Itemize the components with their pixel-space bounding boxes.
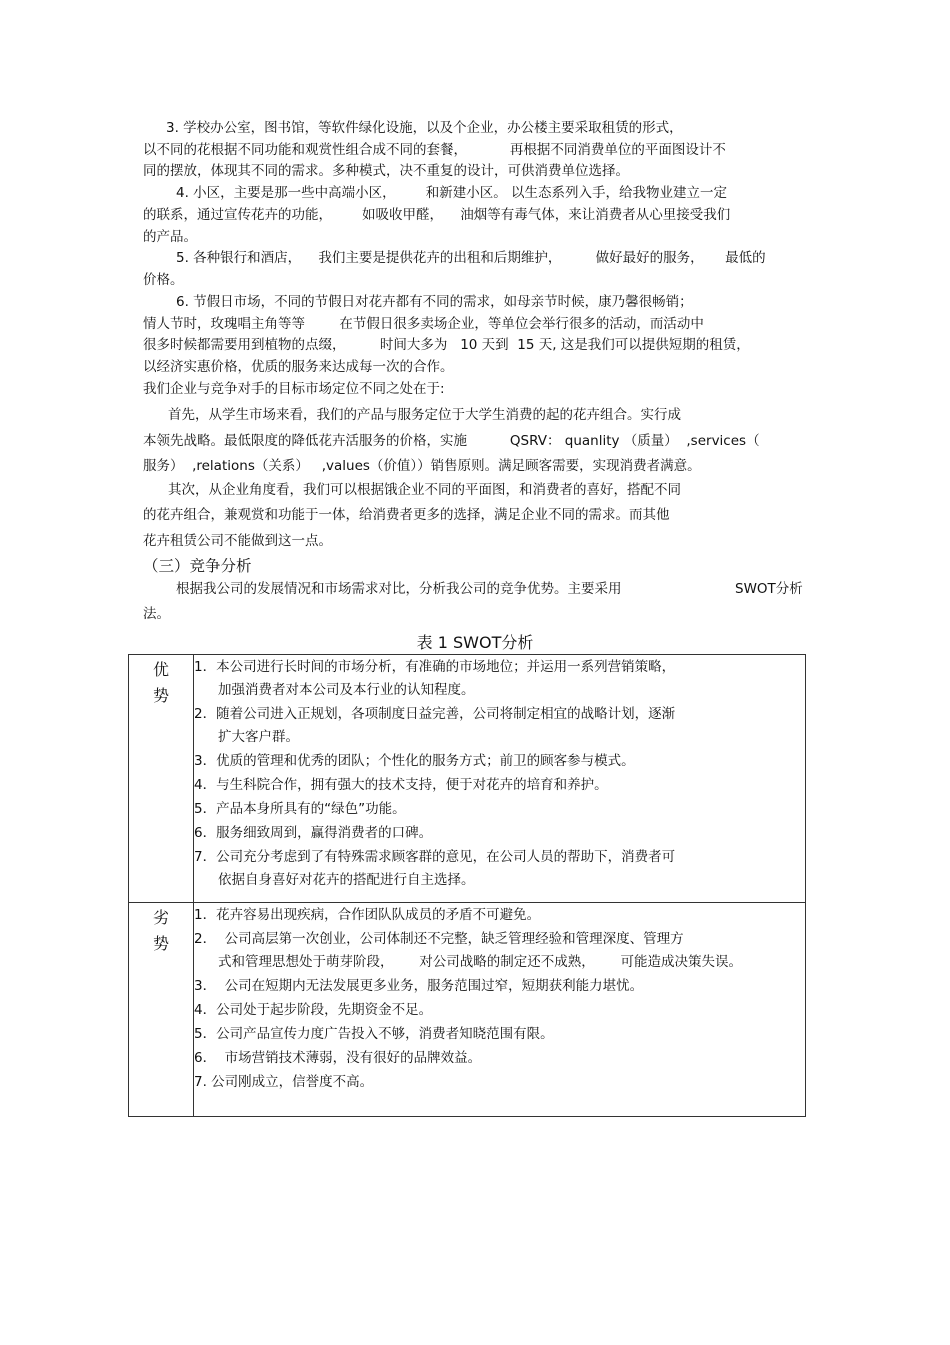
paragraph-line: 5. 各种银行和酒店， 我们主要是提供花卉的出租和后期维护， 做好最好的服务， 最低的 xyxy=(176,250,766,266)
weaknesses-label: 劣 势 xyxy=(152,908,169,953)
paragraph-line: 其次，从企业角度看，我们可以根据饿企业不同的平面图，和消费者的喜好，搭配不同 xyxy=(168,482,681,498)
strengths-list xyxy=(194,655,806,903)
swot-table xyxy=(128,654,806,1117)
list-item: 6． 市场营销技术薄弱，没有很好的品牌效益。 xyxy=(194,1050,482,1066)
strengths-label-cell xyxy=(129,655,194,903)
list-item: 4．与生科院合作，拥有强大的技术支持，便于对花卉的培育和养护。 xyxy=(194,777,608,793)
paragraph-line: 本领先战略。最低限度的降低花卉活服务的价格，实施 QSRV： quanlity （质量） ,services（ xyxy=(143,433,760,449)
paragraph-line: 首先，从学生市场来看，我们的产品与服务定位于大学生消费的起的花卉组合。实行成 xyxy=(168,407,681,423)
paragraph-line: 我们企业与竞争对手的目标市场定位不同之处在于: xyxy=(143,381,445,397)
weaknesses-list xyxy=(194,903,806,1117)
weaknesses-label-cell xyxy=(129,903,194,1117)
paragraph-line: 6. 节假日市场，不同的节假日对花卉都有不同的需求，如母亲节时候，康乃馨很畅销； xyxy=(176,294,693,310)
list-item: 1．本公司进行长时间的市场分析，有准确的市场地位；并运用一系列营销策略， xyxy=(194,659,676,675)
section-heading: （三）竞争分析 xyxy=(143,557,252,575)
list-item: 3．优质的管理和优秀的团队；个性化的服务方式；前卫的顾客参与模式。 xyxy=(194,753,635,769)
paragraph-line: 以不同的花根据不同功能和观赏性组合成不同的套餐， 再根据不同消费单位的平面图设计不 xyxy=(143,142,726,158)
paragraph-line: 以经济实惠价格，优质的服务来达成每一次的合作。 xyxy=(143,359,454,375)
list-item: 7. 公司刚成立，信誉度不高。 xyxy=(194,1074,374,1090)
list-item: 2．随着公司进入正规划，各项制度日益完善，公司将制定相宜的战略计划，逐渐 xyxy=(194,706,676,722)
paragraph-line: 4. 小区，主要是那一些中高端小区， 和新建小区。 以生态系列入手，给我物业建立一定 xyxy=(176,185,728,201)
paragraph-line: 很多时候都需要用到植物的点缀， 时间大多为 10 天到 15 天, 这是我们可以提供短期的租赁， xyxy=(143,337,750,353)
paragraph-line: 花卉租赁公司不能做到这一点。 xyxy=(143,533,332,549)
table-caption: 表 1 SWOT分析 xyxy=(416,633,534,652)
list-item-continuation: 扩大客户群。 xyxy=(218,729,299,745)
list-item: 7．公司充分考虑到了有特殊需求顾客群的意见，在公司人员的帮助下，消费者可 xyxy=(194,849,676,865)
paragraph-line: 情人节时，玫瑰唱主角等等 在节假日很多卖场企业，等单位会举行很多的活动，而活动中 xyxy=(143,316,704,332)
list-item-continuation: 式和管理思想处于萌芽阶段， 对公司战略的制定还不成熟， 可能造成决策失误。 xyxy=(218,954,742,970)
paragraph-line: 3. 学校办公室，图书馆，等软件绿化设施，以及个企业，办公楼主要采取租赁的形式， xyxy=(166,120,683,136)
paragraph-line: 同的摆放，体现其不同的需求。多种模式，决不重复的设计，可供消费单位选择。 xyxy=(143,163,629,179)
list-item: 1．花卉容易出现疾病，合作团队队成员的矛盾不可避免。 xyxy=(194,907,541,923)
list-item: 4．公司处于起步阶段，先期资金不足。 xyxy=(194,1002,433,1018)
paragraph-line: 的花卉组合，兼观赏和功能于一体，给消费者更多的选择，满足企业不同的需求。而其他 xyxy=(143,507,670,523)
table-row-weaknesses xyxy=(129,903,806,1117)
intro-line: 根据我公司的发展情况和市场需求对比，分析我公司的竞争优势。主要采用 xyxy=(176,581,622,597)
paragraph-line: 服务） ,relations（关系） ,values（价值））销售原则。满足顾客需要，实现消费者满意。 xyxy=(143,458,701,474)
list-item: 5．产品本身所具有的“绿色”功能。 xyxy=(194,801,406,817)
list-item-continuation: 依据自身喜好对花卉的搭配进行自主选择。 xyxy=(218,872,475,888)
strengths-label: 优 势 xyxy=(152,660,169,705)
paragraph-line: 的联系，通过宣传花卉的功能， 如吸收甲醛， 油烟等有毒气体，来让消费者从心里接受我们 xyxy=(143,207,731,223)
table-row-strengths xyxy=(129,655,806,903)
paragraph-line: 的产品。 xyxy=(143,229,197,245)
list-item: 3． 公司在短期内无法发展更多业务，服务范围过窄，短期获利能力堪忧。 xyxy=(194,978,644,994)
list-item: 5．公司产品宣传力度广告投入不够，消费者知晓范围有限。 xyxy=(194,1026,554,1042)
intro-line: 法。 xyxy=(143,606,170,622)
list-item: 6．服务细致周到，赢得消费者的口碑。 xyxy=(194,825,433,841)
list-item: 2． 公司高层第一次创业，公司体制还不完整，缺乏管理经验和管理深度、管理方 xyxy=(194,931,684,947)
paragraph-line: 价格。 xyxy=(143,272,184,288)
intro-term: SWOT分析 xyxy=(735,581,803,597)
list-item-continuation: 加强消费者对本公司及本行业的认知程度。 xyxy=(218,682,475,698)
